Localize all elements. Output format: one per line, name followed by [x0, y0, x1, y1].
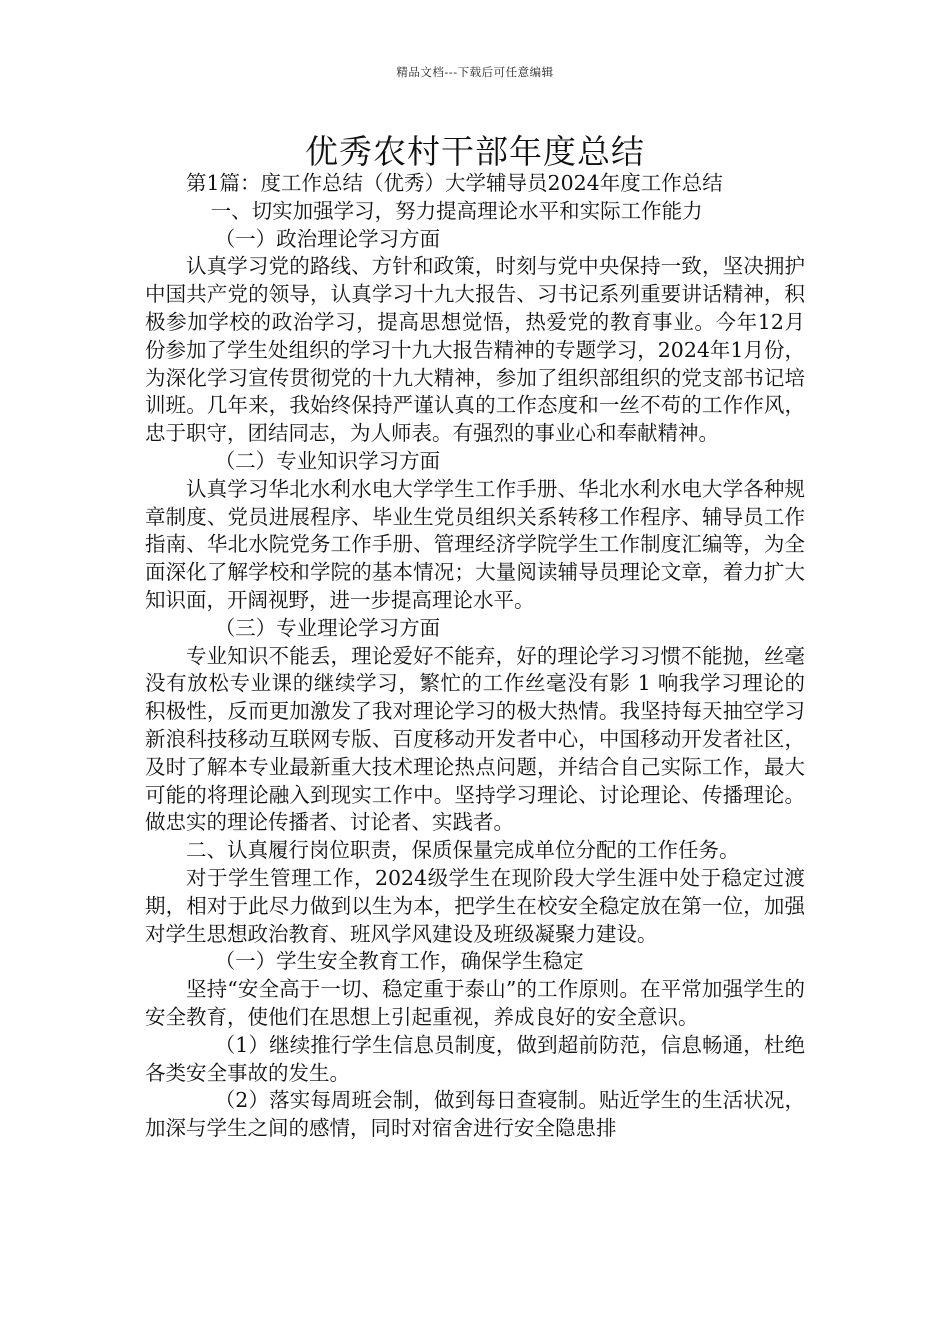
subsection-heading: （二）专业知识学习方面 — [214, 448, 441, 473]
list-item: （1）继续推行学生信息员制度，做到超前防范，信息畅通，杜绝各类安全事故的发生。 — [145, 1032, 805, 1085]
section-heading: 一、切实加强学习，努力提高理论水平和实际工作能力 — [210, 198, 703, 223]
subsection-heading: （三）专业理论学习方面 — [214, 615, 441, 640]
paragraph: 对于学生管理工作，2024级学生在现阶段大学生涯中处于稳定过渡期，相对于此尽力做到以生为本，把学生在校安全稳定放在第一位，加强对学生思想政治教育、班风学风建设及班级凝聚力建设。 — [145, 865, 805, 946]
subsection-heading: （一）政治理论学习方面 — [214, 226, 441, 251]
paragraph: 认真学习党的路线、方针和政策，时刻与党中央保持一致，坚决拥护中国共产党的领导，认真学习十九大报告、习书记系列重要讲话精神，积极参加学校的政治学习，提高思想觉悟，热爱党的教育事业。今年12月份参加了学生处组织的学习十九大报告精神的专题学习，2024年1月份，为深化学习宣传贯彻党的十九大精神，参加了组织部组织的党支部书记培训班。几年来，我始终保持严谨认真的工作态度和一丝不苟的工作作风，忠于职守，团结同志，为人师表。有强烈的事业心和奉献精神。 — [145, 254, 805, 446]
subsection-heading: （一）学生安全教育工作，确保学生稳定 — [214, 949, 584, 974]
header-note: 精品文档---下载后可任意编辑 — [396, 65, 554, 79]
paragraph: 坚持“安全高于一切、稳定重于泰山”的工作原则。在平常加强学生的安全教育，使他们在思想上引起重视，养成良好的安全意识。 — [145, 977, 805, 1029]
document-title: 优秀农村干部年度总结 — [305, 132, 645, 171]
paragraph: 认真学习华北水利水电大学学生工作手册、华北水利水电大学各种规章制度、党员进展程序、毕业生党员组织关系转移工作程序、辅导员工作指南、华北水院党务工作手册、管理经济学院学生工作制度汇编等，为全面深化了解学校和学院的基本情况；大量阅读辅导员理论文章，着力扩大知识面，开阔视野，进一步提高理论水平。 — [145, 476, 805, 612]
list-item: （2）落实每周班会制，做到每日查寝制。贴近学生的生活状况，加深与学生之间的感情，同时对宿舍进行安全隐患排 — [145, 1088, 805, 1141]
paragraph: 第1篇：度工作总结（优秀）大学辅导员2024年度工作总结 — [186, 171, 723, 195]
paragraph: 专业知识不能丢，理论爱好不能弃，好的理论学习习惯不能抛，丝毫没有放松专业课的继续学习，繁忙的工作丝毫没有影 1 响我学习理论的积极性，反而更加激发了我对理论学习的极大热情。我坚持每天抽空学习新浪科技移动互联网专版、百度移动开发者中心，中国移动开发者社区，及时了解本专业最新重大技术理论热点问题，并结合自己实际工作，最大可能的将理论融入到现实工作中。坚持学习理论、讨论理论、传播理论。做忠实的理论传播者、讨论者、实践者。 — [145, 643, 805, 835]
section-heading: 二、认真履行岗位职责，保质保量完成单位分配的工作任务。 — [186, 838, 740, 863]
document-body — [145, 170, 805, 1143]
